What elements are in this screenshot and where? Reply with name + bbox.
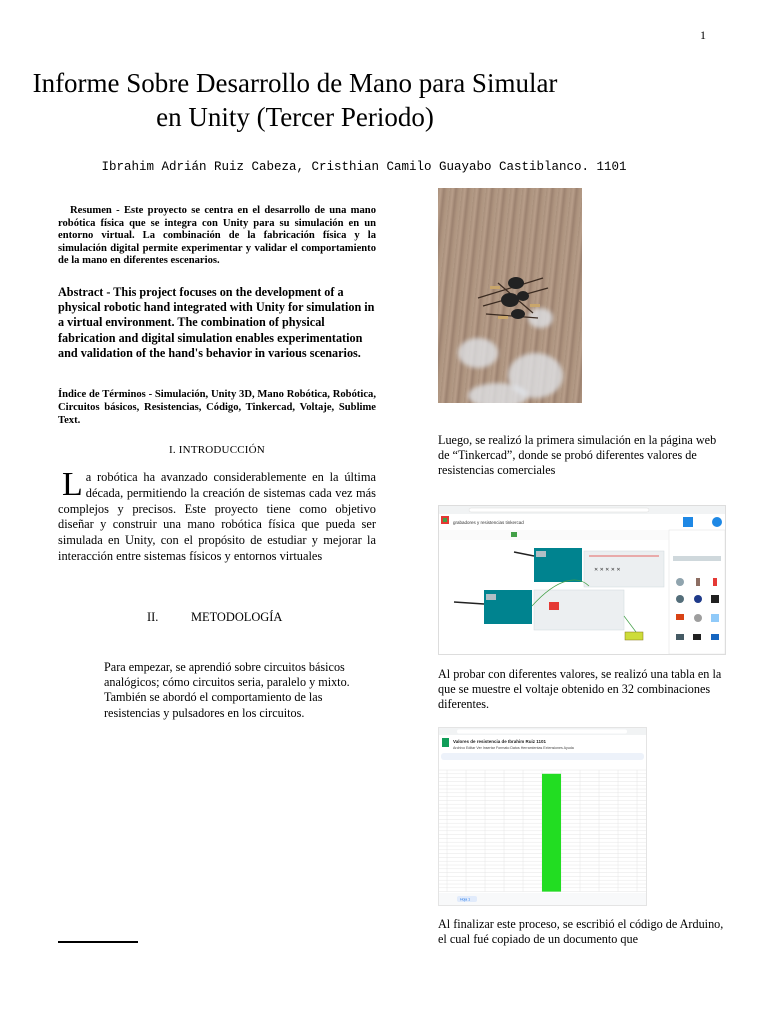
tinkercad-title: grabadores y resistencias tinkercad [453, 520, 524, 525]
metodologia-paragraph: Para empezar, se aprendió sobre circuitos básicos analógicos; cómo circuitos seria, paralelo y mixto. También se abordó el comportamiento de las resistencias y pulsadores en los circuitos. [104, 660, 350, 720]
drop-cap: L [62, 466, 83, 503]
tinkercad-screenshot [438, 505, 726, 655]
section-title: METODOLOGÍA [191, 610, 283, 624]
section-heading-introduction: I. INTRODUCCIÓN [169, 444, 265, 456]
index-terms: Índice de Términos - Simulación, Unity 3D, Mano Robótica, Robótica, Circuitos básicos, Resistencias, Código, Tinkercad, Voltaje, Sublime Text. [58, 389, 376, 426]
paragraph-tinkercad: Luego, se realizó la primera simulación en la página web de “Tinkercad”, donde se probó diferentes valores de resistencias comerciales [438, 433, 717, 478]
introduction-text: a robótica ha avanzado considerablemente en la última década, permitiendo la creación de sistemas cada vez más complejos y precisos. Este proyecto tiene como objetivo diseñar y construir una mano robótica física que pueda ser simulada en Unity, con el propósito de estudiar y mejorar la interacción entre sistemas físicos y entornos virtuales [58, 470, 376, 563]
spreadsheet-screenshot [438, 727, 647, 906]
circuit-components-graphic [438, 188, 582, 403]
title-line-1: Informe Sobre Desarrollo de Mano para Simular [32, 68, 558, 98]
section-number: II. [147, 610, 159, 624]
sheet-menu: Archivo Editar Ver Insertar Formato Datos Herramientas Extensiones Ayuda [453, 746, 574, 750]
introduction-paragraph [58, 466, 376, 565]
title-line-2: en Unity (Tercer Periodo) [156, 102, 434, 132]
section-heading-metodologia [147, 610, 282, 625]
sheet-tab: Hoja 1 [460, 897, 471, 902]
sheet-title: Valores de resistencia de Ibrahim Ruiz 1101 [453, 739, 547, 744]
abstract-spanish: Resumen - Este proyecto se centra en el desarrollo de una mano robótica física que se integra con Unity para su simulación en un entorno virtual. La combinación de la fabricación física y la simulación digital permite experimentar y validar el comportamiento de la mano en diferentes escenarios. [58, 205, 376, 266]
paper-title [0, 66, 590, 134]
page-number: 1 [700, 28, 706, 42]
robotic-hand-photo [438, 188, 582, 403]
paragraph-table: Al probar con diferentes valores, se realizó una tabla en la que se muestre el voltaje obtenido en 32 combinaciones diferentes. [438, 667, 722, 712]
footnote-rule [58, 941, 138, 943]
abstract-english: Abstract - This project focuses on the development of a physical robotic hand integrated with Unity for simulation in a virtual environment. The combination of physical fabrication and digital simulation enables experimentation and validation of the hand's behavior in various scenarios. [58, 285, 375, 360]
authors: Ibrahim Adrián Ruiz Cabeza, Cristhian Camilo Guayabo Castiblanco. 1101 [101, 160, 627, 174]
paragraph-arduino-code: Al finalizar este proceso, se escribió el código de Arduino, el cual fué copiado de un documento que [438, 917, 724, 947]
svg-text:✕ ✕ ✕ ✕ ✕: ✕ ✕ ✕ ✕ ✕ [594, 567, 621, 573]
